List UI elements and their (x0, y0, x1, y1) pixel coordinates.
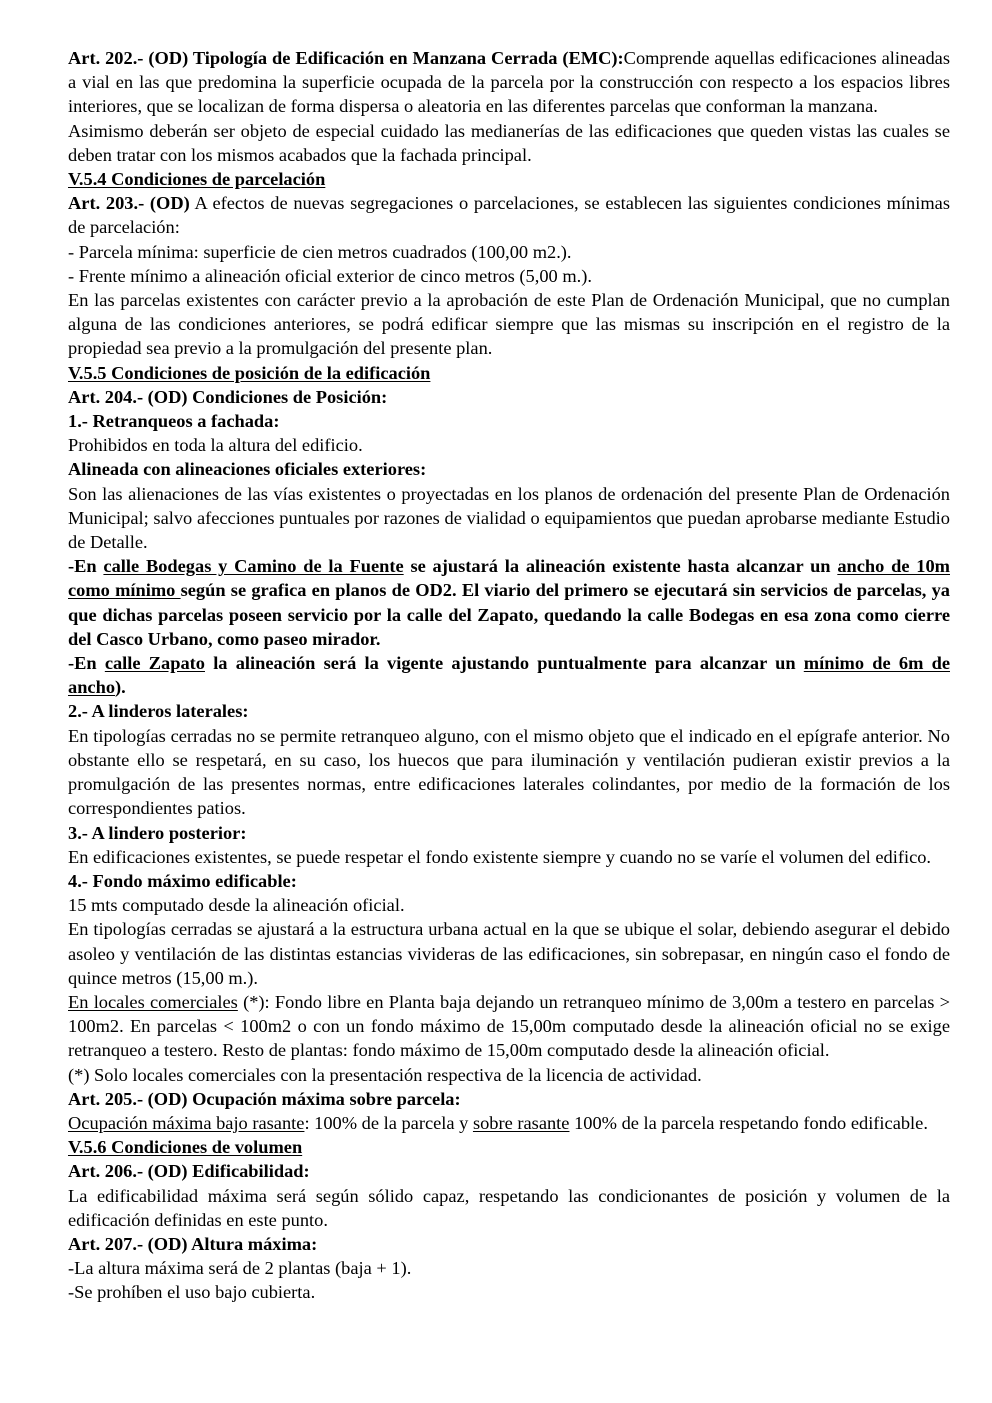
section-heading-v-5-6 (68, 1135, 950, 1159)
paragraph-edificaciones-existentes (68, 845, 950, 869)
art-204-text: Art. 204.- (OD) Condiciones de Posición: (68, 386, 388, 407)
calle-bodegas-run-3: ancho de 10m como mínimo (68, 556, 950, 601)
punto-3-text: 3.- A lindero posterior: (68, 822, 247, 843)
tipologias-cerradas-2-body: En tipologías cerradas se ajustará a la estructura urbana actual en la que se ubique el solar, debiendo asegurar el debido asoleo y ventilación de las distintas estancias vivideras de las edificaciones, sin sobrepasar, en ningún caso el fondo de quince metros (15,00 m.). (68, 919, 950, 988)
bullet-frente-minimo (68, 264, 950, 288)
paragraph-tipologias-cerradas-2 (68, 917, 950, 990)
ocupacion-maxima-run-1: : 100% de la parcela y (304, 1112, 473, 1133)
calle-zapato-run-4: ). (115, 677, 126, 698)
document-body (68, 46, 950, 1305)
v-5-4-text: V.5.4 Condiciones de parcelación (68, 169, 326, 190)
art-206-text: Art. 206.- (OD) Edificabilidad: (68, 1161, 310, 1182)
bullet-altura-maxima (68, 1256, 950, 1280)
paragraph-calle-zapato (68, 651, 950, 699)
art-202-body: Comprende aquellas edificaciones alineadas a vial en las que predomina la superficie ocupada de la parcela por la construcción con respecto a los espacios libres interiores, que se localizan de forma dispersa o aleatoria en las diferentes parcelas que conforman la manzana. (68, 48, 950, 117)
section-heading-v-5-5 (68, 361, 950, 385)
prohibidos-body: Prohibidos en toda la altura del edificio. (68, 435, 363, 456)
calle-bodegas-run-1: calle Bodegas y Camino de la Fuente (103, 556, 404, 577)
medianerias-body: Asimismo deberán ser objeto de especial cuidado las medianerías de las edificaciones que queden vistas las cuales se deben tratar con los mismos acabados que la fachada principal. (68, 120, 950, 165)
heading-punto-4 (68, 869, 950, 893)
art-203-heading: Art. 203.- (OD) (68, 193, 190, 214)
punto-4-text: 4.- Fondo máximo edificable: (68, 870, 297, 891)
edificaciones-existentes-body: En edificaciones existentes, se puede respetar el fondo existente siempre y cuando no se varíe el volumen del edifico. (68, 846, 932, 867)
paragraph-nota-asterisco (68, 1063, 950, 1087)
calle-zapato-run-0: -En (68, 653, 105, 674)
paragraph-tipologias-cerradas-1 (68, 724, 950, 821)
ocupacion-maxima-run-0: Ocupación máxima bajo rasante (68, 1112, 305, 1133)
alineada-text: Alineada con alineaciones oficiales exteriores: (68, 459, 427, 480)
parcelas-existentes-body: En las parcelas existentes con carácter previo a la aprobación de este Plan de Ordenación Municipal, que no cumplan alguna de las condiciones anteriores, se podrá edificar siempre que las mismas su inscripción en el registro de la propiedad sea previo a la promulgación del presente plan. (68, 290, 950, 359)
bajo-cubierta-text: -Se prohíben el uso bajo cubierta. (68, 1282, 316, 1303)
paragraph-parcelas-existentes (68, 288, 950, 361)
tipologias-cerradas-1-body: En tipologías cerradas no se permite retranqueo alguno, con el mismo objeto que el indicado en el epígrafe anterior. No obstante ello se respetará, en su caso, los huecos que para iluminación y ventilación pudieran existir previos a la promulgación de las presentes normas, entre edificaciones laterales colindantes, por medio de la formación de los correspondientes patios. (68, 725, 950, 819)
son-alineaciones-body: Son las alienaciones de las vías existentes o proyectadas en los planos de ordenación del presente Plan de Ordenación Municipal; salvo afecciones puntuales por razones de vialidad o equipamientos que puedan aprobarse mediante Estudio de Detalle. (68, 483, 950, 553)
locales-comerciales-run-1: (*): Fondo libre en Planta baja dejando un retranqueo mínimo de 3,00m a testero en parcelas > 100m2. En parcelas < 100m2 o con un fondo máximo de 15,00m computado desde la alineación oficial no se exige retranqueo a testero. Resto de plantas: fondo máximo de 15,00m computado desde la alineación oficial. (68, 991, 950, 1061)
art-203-body: A efectos de nuevas segregaciones o parcelaciones, se establecen las siguientes condiciones mínimas de parcelación: (68, 193, 950, 238)
heading-punto-3 (68, 821, 950, 845)
v-5-5-text: V.5.5 Condiciones de posición de la edificación (68, 362, 431, 383)
heading-alineada (68, 457, 950, 481)
calle-zapato-run-1: calle Zapato (104, 653, 205, 674)
paragraph-son-alineaciones (68, 482, 950, 555)
paragraph-ocupacion-maxima (68, 1111, 950, 1135)
section-heading-v-5-4 (68, 167, 950, 191)
bullet-bajo-cubierta (68, 1280, 950, 1304)
punto-2-text: 2.- A linderos laterales: (68, 701, 249, 722)
heading-punto-1 (68, 409, 950, 433)
locales-comerciales-run-0: En locales comerciales (68, 991, 238, 1012)
bullet-parcela-minima (68, 240, 950, 264)
frente-minimo-text: - Frente mínimo a alineación oficial exterior de cinco metros (5,00 m.). (68, 265, 592, 286)
paragraph-calle-bodegas (68, 554, 950, 651)
ocupacion-maxima-run-2: sobre rasante (472, 1112, 570, 1133)
calle-bodegas-run-2: se ajustará la alineación existente hasta alcanzar un (403, 556, 838, 577)
art-205-text: Art. 205.- (OD) Ocupación máxima sobre parcela: (68, 1088, 461, 1109)
parcela-minima-text: - Parcela mínima: superficie de cien metros cuadrados (100,00 m2.). (68, 241, 572, 262)
paragraph-art-203 (68, 191, 950, 239)
heading-art-206 (68, 1159, 950, 1183)
calle-zapato-run-3: mínimo de 6m de ancho (68, 653, 950, 698)
calle-bodegas-run-0: -En (68, 556, 104, 577)
heading-art-204 (68, 385, 950, 409)
paragraph-quince-mts (68, 893, 950, 917)
heading-art-205 (68, 1087, 950, 1111)
nota-asterisco-body: (*) Solo locales comerciales con la presentación respectiva de la licencia de actividad. (68, 1064, 702, 1085)
paragraph-art-202 (68, 46, 950, 119)
paragraph-edificabilidad-maxima (68, 1184, 950, 1232)
paragraph-locales-comerciales (68, 990, 950, 1063)
altura-maxima-text: -La altura máxima será de 2 plantas (baja + 1). (68, 1258, 412, 1279)
art-207-text: Art. 207.- (OD) Altura máxima: (68, 1233, 318, 1254)
calle-zapato-run-2: la alineación será la vigente ajustando puntualmente para alcanzar un (204, 653, 804, 674)
paragraph-medianerias (68, 119, 950, 167)
heading-art-207 (68, 1232, 950, 1256)
paragraph-prohibidos (68, 433, 950, 457)
punto-1-text: 1.- Retranqueos a fachada: (68, 411, 280, 432)
calle-bodegas-run-4: según se grafica en planos de OD2. El viario del primero se ejecutará sin servicios de parcelas, ya que dichas parcelas poseen servicio por la calle del Zapato, quedando la calle Bodegas en esa zona como cierre del Casco Urbano, como paseo mirador. (68, 580, 950, 649)
edificabilidad-maxima-body: La edificabilidad máxima será según sólido capaz, respetando las condicionantes de posición y volumen de la edificación definidas en este punto. (68, 1185, 950, 1230)
art-202-heading: Art. 202.- (OD) Tipología de Edificación en Manzana Cerrada (EMC): (68, 48, 624, 68)
heading-punto-2 (68, 699, 950, 723)
quince-mts-body: 15 mts computado desde la alineación oficial. (68, 895, 405, 916)
ocupacion-maxima-run-3: 100% de la parcela respetando fondo edificable. (569, 1112, 928, 1133)
v-5-6-text: V.5.6 Condiciones de volumen (68, 1137, 303, 1158)
